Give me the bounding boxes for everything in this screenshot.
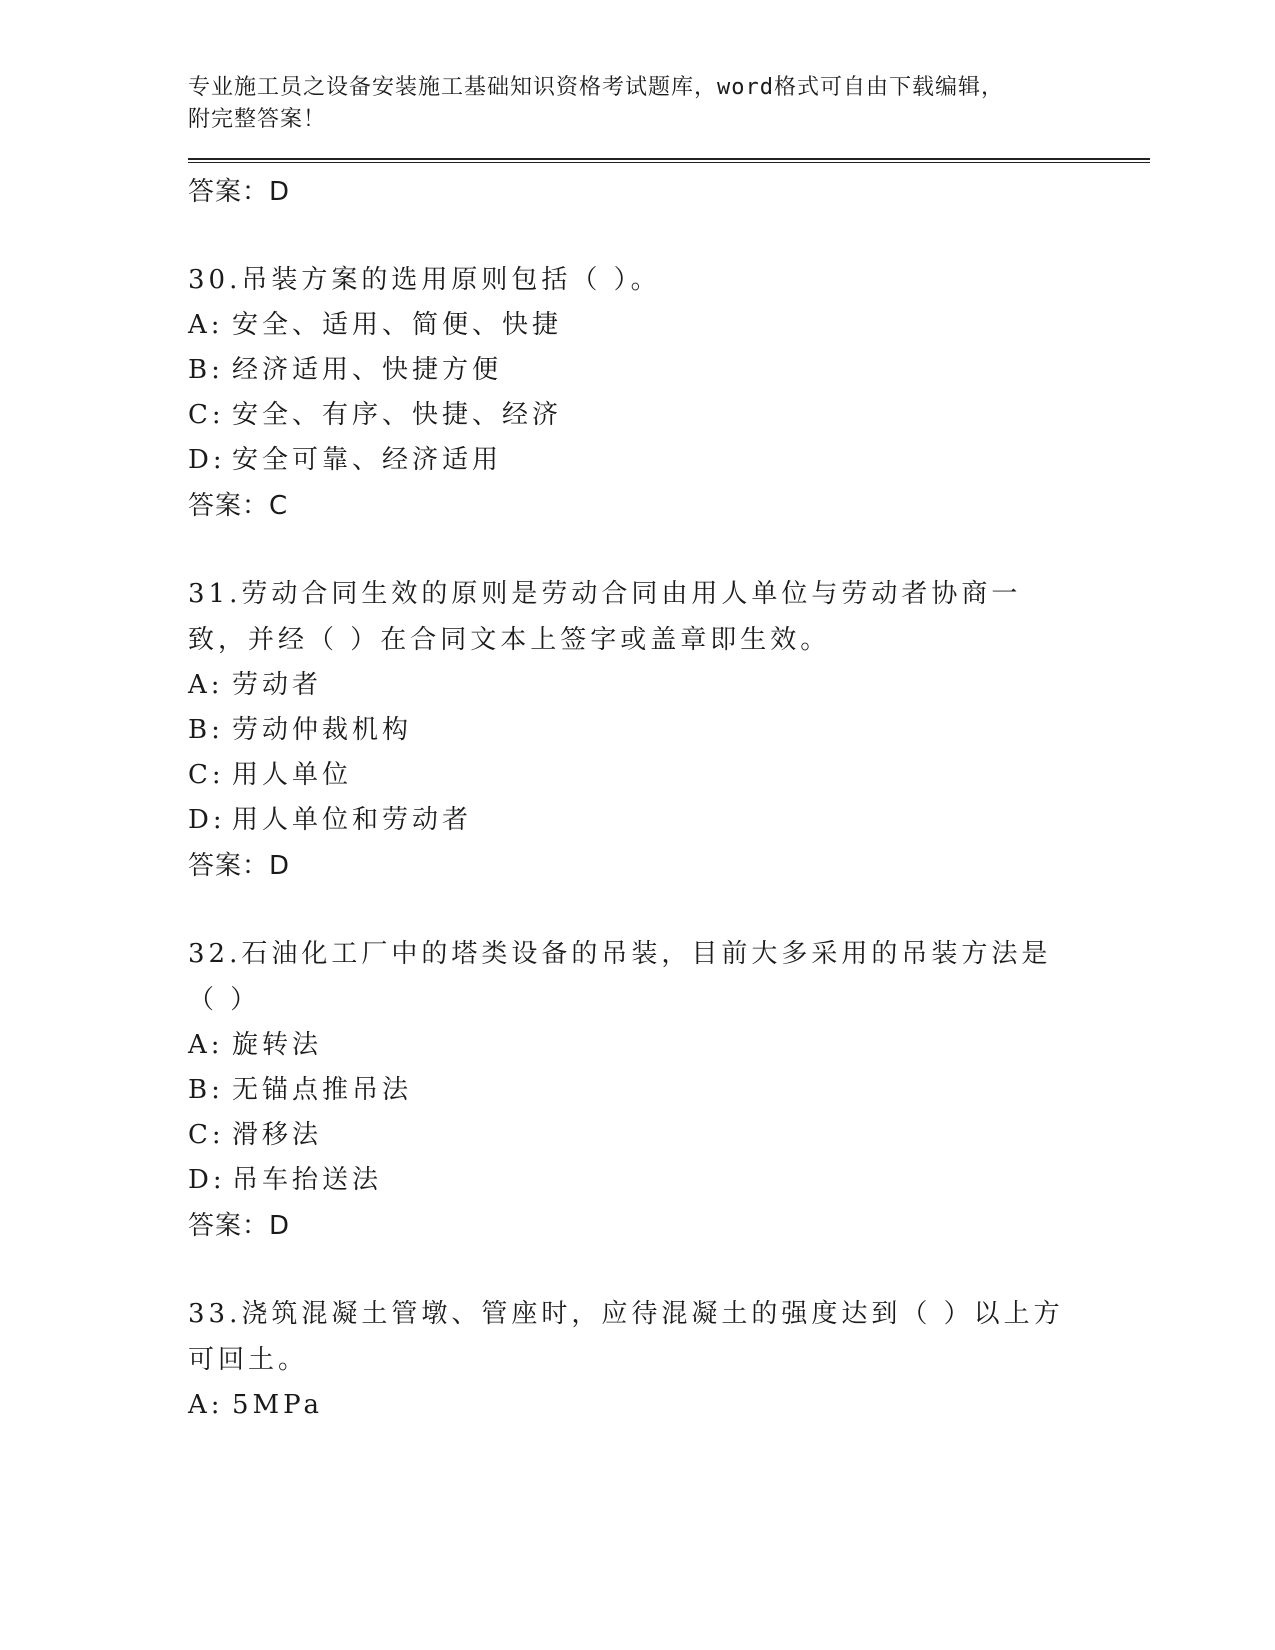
option-letter: A: [188, 1390, 224, 1420]
option-letter: A: [188, 310, 224, 340]
option-a [188, 303, 1148, 348]
document-header [188, 72, 1088, 136]
header-divider [188, 158, 1150, 163]
option-letter: B: [188, 715, 224, 745]
document-page [188, 72, 1148, 1428]
answer-line: 答案：D [188, 851, 291, 881]
option-b [188, 708, 1148, 753]
option-d [188, 798, 1148, 843]
option-b [188, 348, 1148, 393]
option-letter: D: [188, 1165, 226, 1195]
option-letter: C: [188, 1120, 225, 1150]
option-c [188, 393, 1148, 438]
option-text: 旋转法 [232, 1030, 323, 1060]
header-line-2: 附完整答案！ [188, 107, 327, 132]
option-text: 安全、适用、简便、快捷 [232, 310, 563, 340]
answer-line: 答案：D [188, 1211, 291, 1241]
option-text: 用人单位和劳动者 [232, 805, 473, 835]
option-letter: D: [188, 805, 226, 835]
option-text: 经济适用、快捷方便 [232, 355, 503, 385]
question-30: 30.吊装方案的选用原则包括（ ）。 [188, 265, 661, 295]
option-letter: A: [188, 670, 224, 700]
option-letter: C: [188, 400, 225, 430]
option-letter: D: [188, 445, 226, 475]
option-letter: B: [188, 1075, 224, 1105]
option-text: 安全、有序、快捷、经济 [232, 400, 563, 430]
option-letter: C: [188, 760, 225, 790]
option-text: 安全可靠、经济适用 [232, 445, 503, 475]
option-d [188, 438, 1148, 483]
option-a [188, 1023, 1148, 1068]
option-c [188, 1113, 1148, 1158]
option-d [188, 1158, 1148, 1203]
question-33: 33.浇筑混凝土管墩、管座时，应待混凝土的强度达到（ ）以上方可回土。 [188, 1299, 1064, 1375]
option-text: 吊车抬送法 [232, 1165, 383, 1195]
option-letter: A: [188, 1030, 224, 1060]
option-text: 滑移法 [232, 1120, 323, 1150]
question-32: 32.石油化工厂中的塔类设备的吊装，目前大多采用的吊装方法是（ ） [188, 939, 1052, 1015]
option-b [188, 1068, 1148, 1113]
option-a [188, 1383, 1148, 1428]
option-text: 5MPa [232, 1390, 323, 1420]
answer-line: 答案：D [188, 177, 291, 207]
option-c [188, 753, 1148, 798]
option-text: 用人单位 [232, 760, 353, 790]
option-text: 无锚点推吊法 [232, 1075, 413, 1105]
answer-line: 答案：C [188, 491, 289, 521]
question-31: 31.劳动合同生效的原则是劳动合同由用人单位与劳动者协商一致，并经（ ）在合同文本上签字或盖章即生效。 [188, 579, 1022, 655]
option-a [188, 663, 1148, 708]
header-line-1: 专业施工员之设备安装施工基础知识资格考试题库，word格式可自由下载编辑， [188, 75, 1004, 100]
option-letter: B: [188, 355, 224, 385]
option-text: 劳动仲裁机构 [232, 715, 413, 745]
option-text: 劳动者 [232, 670, 323, 700]
